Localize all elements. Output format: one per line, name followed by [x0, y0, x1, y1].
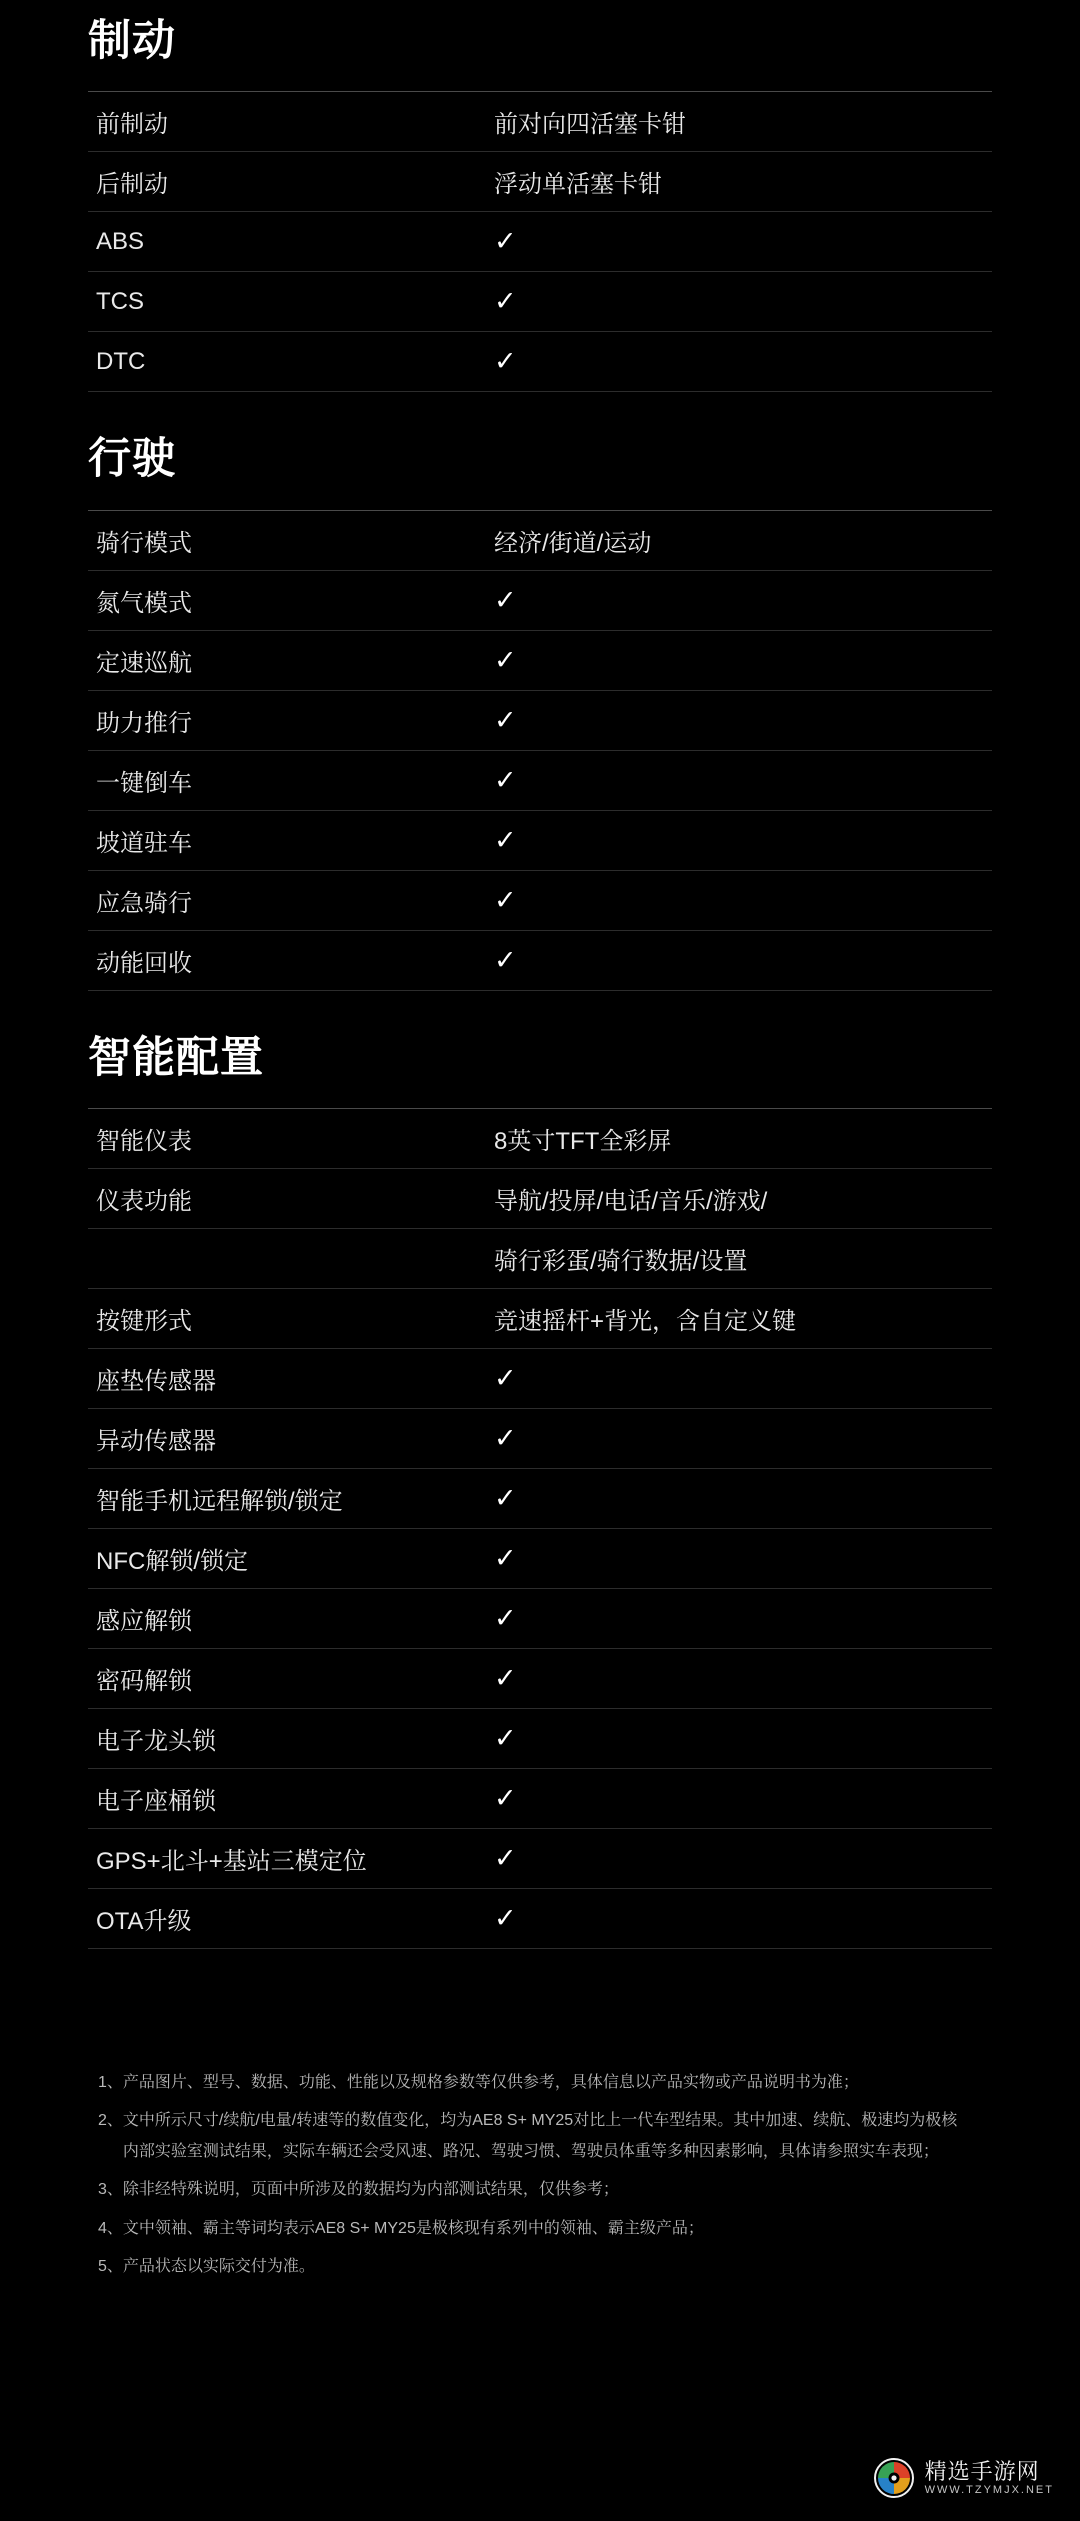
section-spacer: [88, 1949, 992, 1993]
spec-section: [88, 436, 992, 1034]
footnote-item: [98, 2213, 972, 2244]
check-icon: ✓: [494, 286, 517, 317]
spec-check-icon: [436, 750, 992, 810]
spec-check-icon: [436, 690, 992, 750]
spec-label: 仪表功能: [88, 1168, 436, 1228]
table-row: [88, 630, 992, 690]
table-row: [88, 510, 992, 570]
table-row: [88, 1648, 992, 1708]
table-row: [88, 1168, 992, 1228]
section-spacer: [88, 392, 992, 436]
check-icon: ✓: [494, 884, 517, 915]
spec-check-icon: [436, 1528, 992, 1588]
spec-check-icon: [436, 1828, 992, 1888]
spec-label: DTC: [88, 332, 436, 392]
table-row: [88, 1588, 992, 1648]
check-icon: ✓: [494, 764, 517, 795]
spec-label: 一键倒车: [88, 750, 436, 810]
spec-label: 电子座桶锁: [88, 1768, 436, 1828]
table-row: [88, 1408, 992, 1468]
spec-label: 应急骑行: [88, 870, 436, 930]
check-icon: ✓: [494, 1422, 517, 1453]
spec-value: 8英寸TFT全彩屏: [436, 1108, 992, 1168]
spec-label: [88, 1228, 436, 1288]
footnote-text: 文中领袖、霸主等词均表示AE8 S+ MY25是极核现有系列中的领袖、霸主级产品；: [122, 2219, 704, 2237]
spec-value: 导航/投屏/电话/音乐/游戏/: [436, 1168, 992, 1228]
check-icon: ✓: [494, 1602, 517, 1633]
check-icon: ✓: [494, 346, 517, 377]
check-icon: ✓: [494, 644, 517, 675]
footnote-item: [98, 2105, 972, 2167]
footnote-text: 除非经特殊说明，页面中所涉及的数据均为内部测试结果，仅供参考；: [122, 2181, 619, 2199]
table-row: [88, 750, 992, 810]
spec-check-icon: [436, 212, 992, 272]
spec-label: 异动传感器: [88, 1408, 436, 1468]
table-row: [88, 1888, 992, 1948]
spec-label: 智能仪表: [88, 1108, 436, 1168]
footnote-item: [98, 2174, 972, 2205]
spec-label: TCS: [88, 272, 436, 332]
check-icon: ✓: [494, 1902, 517, 1933]
spec-table: [88, 510, 992, 991]
section-title: 制动: [88, 17, 176, 65]
table-row: [88, 690, 992, 750]
spec-table: [88, 91, 992, 392]
spec-check-icon: [436, 1468, 992, 1528]
footnote-number: 1、: [98, 2073, 123, 2091]
spec-label: OTA升级: [88, 1888, 436, 1948]
footnote-text: 文中所示尺寸/续航/电量/转速等的数值变化，均为AE8 S+ MY25对比上一代车型结果。其中加速、续航、极速均为极核内部实验室测试结果，实际车辆还会受风速、路况、驾驶习惯、驾驶员体重等多种因素影响，具体请参照实车表现；: [122, 2112, 958, 2161]
footnote-number: 4、: [98, 2219, 123, 2237]
check-icon: ✓: [494, 1842, 517, 1873]
check-icon: ✓: [494, 1662, 517, 1693]
spec-check-icon: [436, 810, 992, 870]
spec-label: 后制动: [88, 152, 436, 212]
spec-section: [88, 0, 992, 436]
check-icon: ✓: [494, 1542, 517, 1573]
spec-value: 竞速摇杆+背光，含自定义键: [436, 1288, 992, 1348]
table-row: [88, 570, 992, 630]
table-row: [88, 1468, 992, 1528]
spec-check-icon: [436, 332, 992, 392]
watermark-subtitle: WWW.TZYMJX.NET: [924, 2484, 1054, 2497]
spec-label: 密码解锁: [88, 1648, 436, 1708]
watermark-title: 精选手游网: [924, 2459, 1040, 2485]
footnote-number: 3、: [98, 2181, 123, 2199]
spec-check-icon: [436, 272, 992, 332]
sections-container: [88, 0, 992, 1993]
spec-check-icon: [436, 1708, 992, 1768]
spec-value: 前对向四活塞卡钳: [436, 92, 992, 152]
watermark-text: [925, 2459, 1054, 2497]
footnote-text: 产品状态以实际交付为准。: [122, 2257, 315, 2275]
spec-check-icon: [436, 570, 992, 630]
spec-check-icon: [436, 1648, 992, 1708]
table-row: [88, 870, 992, 930]
table-row: [88, 930, 992, 990]
footnote-text: 产品图片、型号、数据、功能、性能以及规格参数等仅供参考，具体信息以产品实物或产品说明书为准；: [122, 2073, 859, 2091]
table-row: [88, 1108, 992, 1168]
footnote-number: 5、: [98, 2257, 123, 2275]
table-row: [88, 1708, 992, 1768]
spec-value: 浮动单活塞卡钳: [436, 152, 992, 212]
spec-label: 前制动: [88, 92, 436, 152]
check-icon: ✓: [494, 1722, 517, 1753]
spec-label: NFC解锁/锁定: [88, 1528, 436, 1588]
check-icon: ✓: [494, 944, 517, 975]
spec-check-icon: [436, 1768, 992, 1828]
check-icon: ✓: [494, 824, 517, 855]
spec-check-icon: [436, 930, 992, 990]
section-spacer: [88, 991, 992, 1035]
footnotes: [88, 2067, 992, 2282]
table-row: [88, 1288, 992, 1348]
table-row: [88, 1768, 992, 1828]
spec-label: 动能回收: [88, 930, 436, 990]
footnote-number: 2、: [98, 2112, 123, 2130]
spec-section: [88, 1035, 992, 1993]
check-icon: ✓: [494, 1482, 517, 1513]
table-row: [88, 92, 992, 152]
spec-label: 氮气模式: [88, 570, 436, 630]
spec-label: 座垫传感器: [88, 1348, 436, 1408]
footnote-item: [98, 2251, 972, 2282]
spec-check-icon: [436, 1888, 992, 1948]
footnote-item: [98, 2067, 972, 2098]
spec-label: 智能手机远程解锁/锁定: [88, 1468, 436, 1528]
watermark: [873, 2457, 1054, 2499]
spec-label: 按键形式: [88, 1288, 436, 1348]
table-row: [88, 1828, 992, 1888]
spec-label: ABS: [88, 212, 436, 272]
table-row: [88, 810, 992, 870]
table-row: [88, 1348, 992, 1408]
table-row: [88, 212, 992, 272]
spec-label: 定速巡航: [88, 630, 436, 690]
spec-table: [88, 1108, 992, 1949]
spec-label: 骑行模式: [88, 510, 436, 570]
watermark-logo-icon: [873, 2457, 915, 2499]
check-icon: ✓: [494, 1362, 517, 1393]
spec-check-icon: [436, 630, 992, 690]
spec-value: 骑行彩蛋/骑行数据/设置: [436, 1228, 992, 1288]
spec-check-icon: [436, 1348, 992, 1408]
spec-label: 助力推行: [88, 690, 436, 750]
table-row: [88, 332, 992, 392]
spec-label: 感应解锁: [88, 1588, 436, 1648]
spec-check-icon: [436, 1408, 992, 1468]
spec-check-icon: [436, 870, 992, 930]
section-title: 智能配置: [88, 1033, 264, 1082]
check-icon: ✓: [494, 584, 517, 615]
table-row: [88, 272, 992, 332]
check-icon: ✓: [494, 704, 517, 735]
section-title: 行驶: [88, 435, 176, 484]
spec-label: GPS+北斗+基站三模定位: [88, 1828, 436, 1888]
table-row: [88, 1528, 992, 1588]
spec-label: 坡道驻车: [88, 810, 436, 870]
check-icon: ✓: [494, 226, 517, 257]
check-icon: ✓: [494, 1782, 517, 1813]
spec-label: 电子龙头锁: [88, 1708, 436, 1768]
spec-check-icon: [436, 1588, 992, 1648]
table-row: [88, 1228, 992, 1288]
spec-value: 经济/街道/运动: [436, 510, 992, 570]
table-row: [88, 152, 992, 212]
